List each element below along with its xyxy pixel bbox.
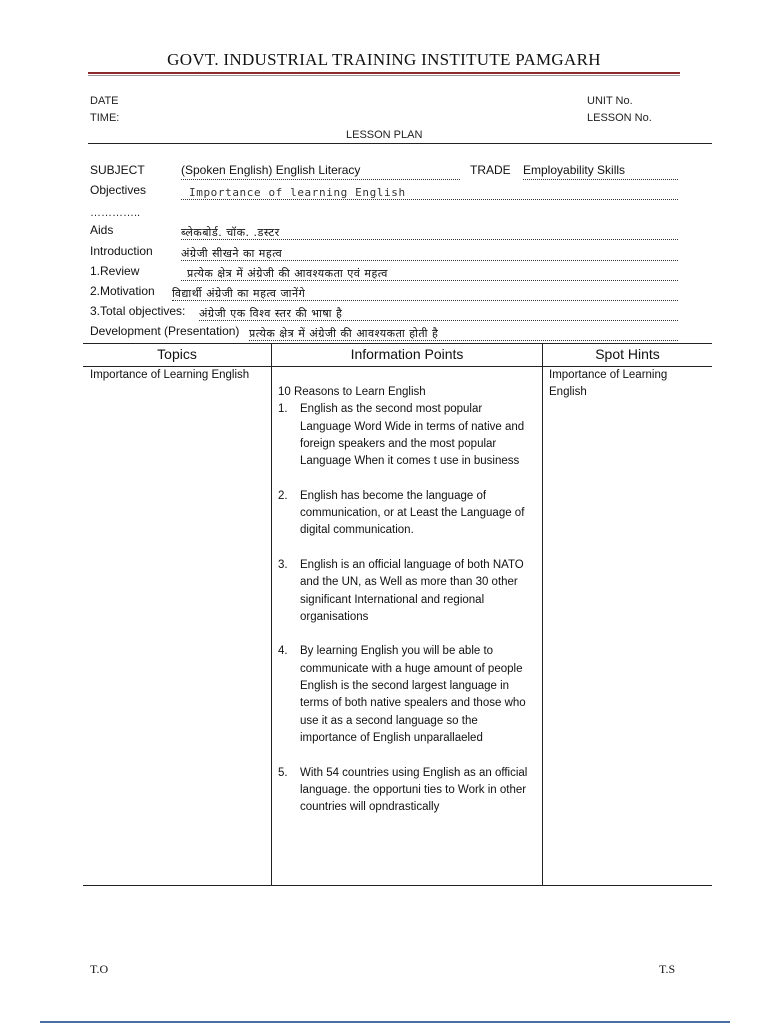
info-heading: 10 Reasons to Learn English (278, 386, 426, 398)
unit-label: UNIT No. (587, 95, 633, 107)
time-label: TIME: (90, 112, 120, 124)
table-column-divider-1 (271, 343, 272, 886)
information-points-header: Information Points (350, 346, 464, 362)
reasons-list (278, 401, 536, 816)
list-item: 3. English is an official language of both NATO and the UN, as Well as more than 30 other significant International and regional organisations (278, 558, 524, 623)
title-rule (88, 72, 680, 74)
development-label: Development (Presentation) (90, 324, 240, 338)
review-label: 1.Review (90, 264, 140, 278)
subject-value: (Spoken English) English Literacy (181, 163, 460, 180)
objectives-label: Objectives (90, 183, 147, 197)
page-bottom-border (40, 1021, 730, 1023)
header-divider (88, 143, 712, 144)
spot-hints-header: Spot Hints (595, 346, 660, 362)
aids-label: Aids (90, 223, 114, 237)
review-value: प्रत्येक क्षेत्र में अंग्रेजी की आवश्यकता एवं महत्व (181, 264, 678, 281)
footer-ts: T.S (659, 962, 676, 976)
table-top-border (83, 343, 712, 344)
motivation-label: 2.Motivation (90, 284, 155, 298)
lesson-plan-heading: LESSON PLAN (346, 129, 423, 141)
spot-hint-cell: Importance of Learning English (549, 369, 668, 399)
list-item: 5. With 54 countries using English as an official language. the opportuni ties to Work in other countries will opndrastically (278, 766, 528, 814)
list-item: 4. By learning English you will be able to communicate with a huge amount of people English is the second largest language in terms of both native spealers and those who use it as a second language so the importance of English unparallaeled (278, 645, 526, 744)
institute-title: GOVT. INDUSTRIAL TRAINING INSTITUTE PAMGARH (167, 50, 601, 69)
motivation-value: विद्यार्थी अंग्रेजी का महत्व जानेंगे (172, 284, 678, 301)
topics-header: Topics (157, 346, 197, 362)
date-label: DATE (90, 95, 119, 107)
footer-to: T.O (90, 962, 109, 976)
list-item: 2. English has become the language of communication, or at Least the Language of digital communication. (278, 489, 525, 537)
aids-value: ब्लेकबोर्ड. चॉक. .डस्टर (181, 223, 678, 240)
introduction-value: अंग्रेजी सीखने का महत्व (181, 244, 678, 261)
total-objectives-label: 3.Total objectives: (90, 304, 186, 318)
subject-label: SUBJECT (90, 163, 145, 177)
trade-label: TRADE (470, 163, 511, 177)
objectives-value: Importance of learning English (181, 183, 678, 200)
table-column-divider-2 (542, 343, 543, 886)
introduction-label: Introduction (90, 244, 153, 258)
trade-value: Employability Skills (523, 163, 678, 180)
lesson-no-label: LESSON No. (587, 112, 652, 124)
list-item: 1. English as the second most popular Language Word Wide in terms of native and foreign speakers and the most popular Language When it comes t use in business (278, 403, 525, 468)
total-objectives-value: अंग्रेजी एक विश्व स्तर की भाषा है (199, 304, 678, 321)
table-bottom-border (83, 885, 712, 886)
title-rule-shadow (88, 75, 680, 76)
information-points-cell (278, 384, 536, 834)
topic-cell: Importance of Learning English (90, 369, 250, 381)
objectives-dots: ………….. (90, 207, 141, 219)
development-value: प्रत्येक क्षेत्र में अंग्रेजी की आवश्यकता होती है (249, 324, 678, 341)
